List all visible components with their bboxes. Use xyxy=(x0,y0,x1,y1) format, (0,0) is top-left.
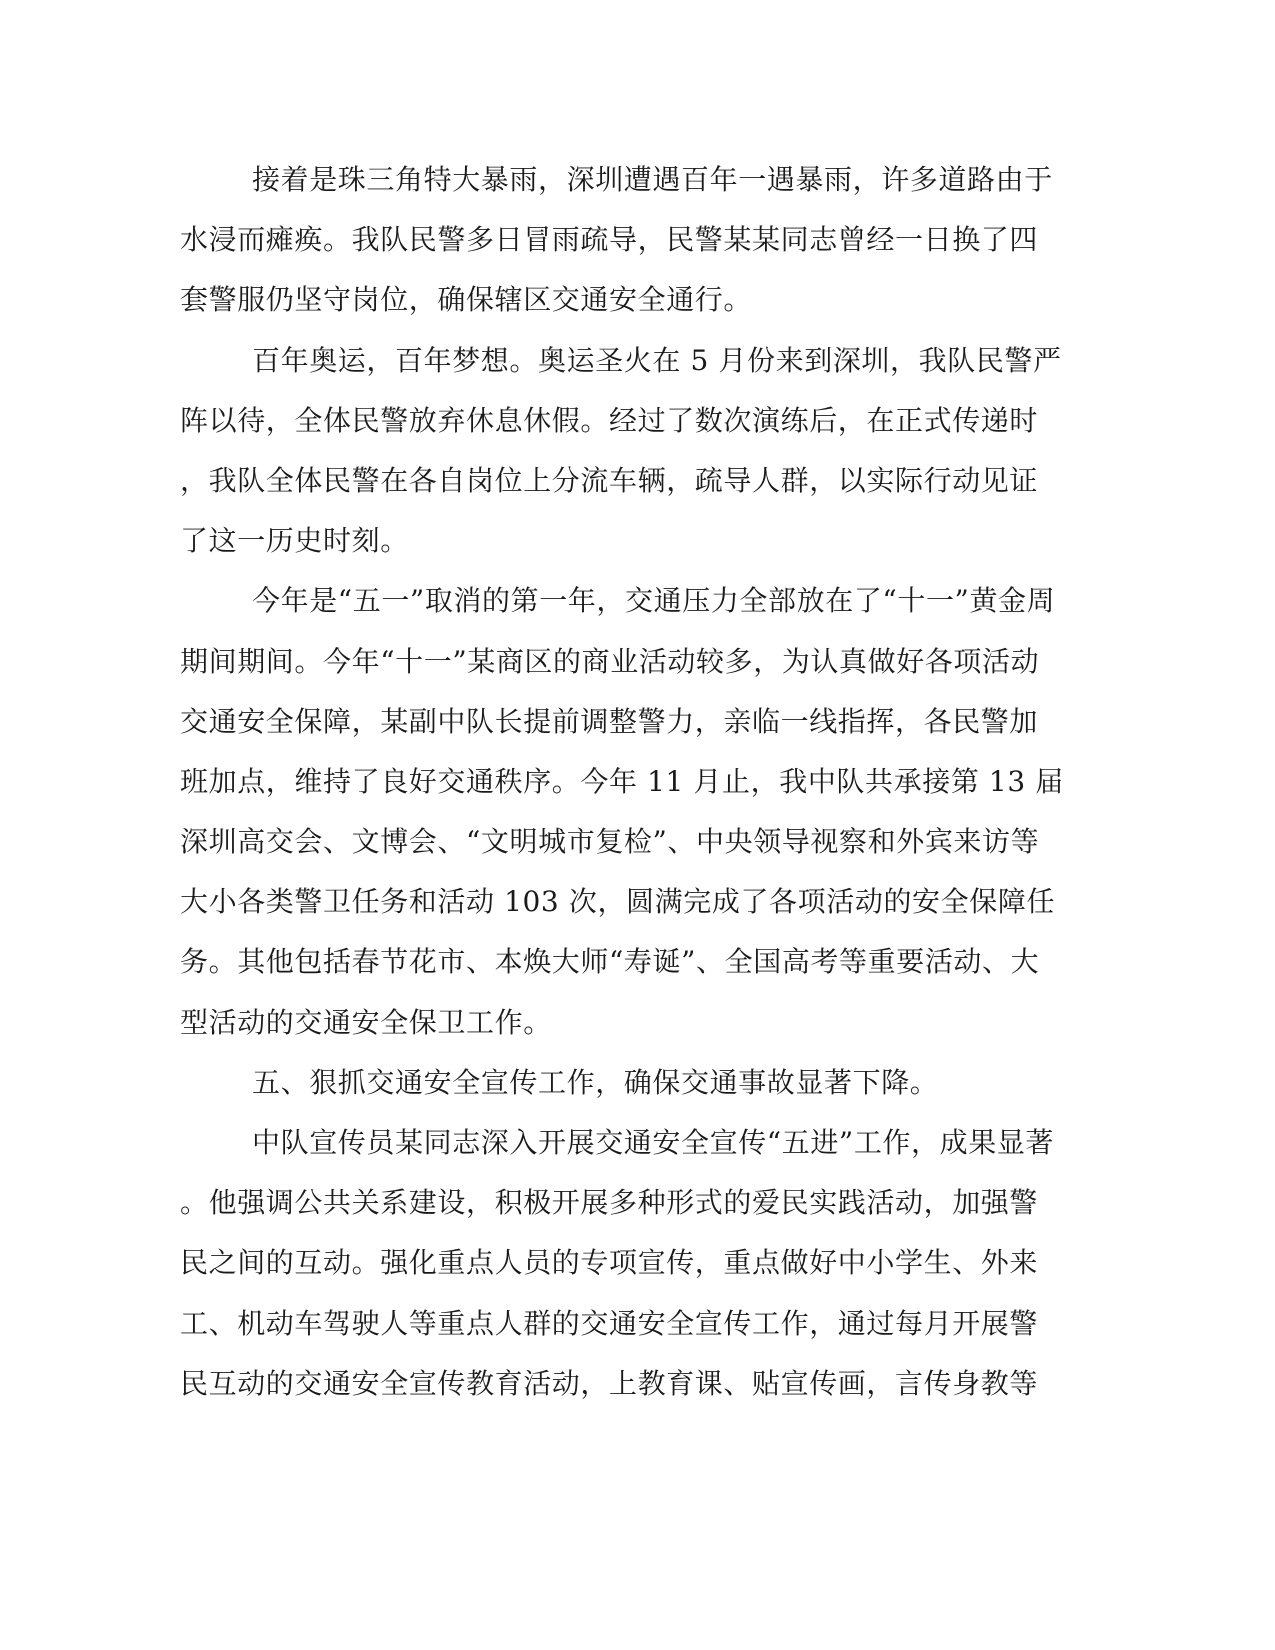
text-line: 班加点，维持了良好交通秩序。今年 11 月止，我中队共承接第 13 届 xyxy=(180,764,1064,798)
text-line: 大小各类警卫任务和活动 103 次，圆满完成了各项活动的安全保障任 xyxy=(180,885,1056,919)
text-line: 交通安全保障，某副中队长提前调整警力，亲临一线指挥，各民警加 xyxy=(180,704,1039,738)
section-heading: 五、狠抓交通安全宣传工作，确保交通事故显著下降。 xyxy=(252,1065,939,1099)
text-line: 套警服仍坚守岗位，确保辖区交通安全通行。 xyxy=(180,283,753,317)
text-line: ，我队全体民警在各自岗位上分流车辆，疏导人群，以实际行动见证 xyxy=(180,463,1039,497)
text-line: 今年是“五一”取消的第一年，交通压力全部放在了“十一”黄金周 xyxy=(252,584,1056,618)
text-line: 民之间的互动。强化重点人员的专项宣传，重点做好中小学生、外来 xyxy=(180,1246,1039,1280)
text-line: 深圳高交会、文博会、“文明城市复检”、中央领导视察和外宾来访等 xyxy=(180,825,1040,859)
document-page xyxy=(180,150,1064,1414)
text-line: 。他强调公共关系建设，积极开展多种形式的爱民实践活动，加强警 xyxy=(180,1186,1039,1220)
text-line: 了这一历史时刻。 xyxy=(180,524,409,558)
text-line: 阵以待，全体民警放弃休息休假。经过了数次演练后，在正式传递时 xyxy=(180,403,1039,437)
text-line: 型活动的交通安全保卫工作。 xyxy=(180,1005,552,1039)
text-line: 务。其他包括春节花市、本焕大师“寿诞”、全国高考等重要活动、大 xyxy=(180,945,1040,979)
text-line: 百年奥运，百年梦想。奥运圣火在 5 月份来到深圳，我队民警严 xyxy=(252,343,1062,377)
text-line: 水浸而瘫痪。我队民警多日冒雨疏导，民警某某同志曾经一日换了四 xyxy=(180,223,1039,257)
text-line: 中队宣传员某同志深入开展交通安全宣传“五进”工作，成果显著 xyxy=(252,1126,1055,1159)
text-line: 接着是珠三角特大暴雨，深圳遭遇百年一遇暴雨，许多道路由于 xyxy=(252,163,1053,196)
text-line: 期间期间。今年“十一”某商区的商业活动较多，为认真做好各项活动 xyxy=(180,644,1040,678)
text-line: 工、机动车驾驶人等重点人群的交通安全宣传工作，通过每月开展警 xyxy=(180,1306,1039,1340)
text-line: 民互动的交通安全宣传教育活动，上教育课、贴宣传画，言传身教等 xyxy=(180,1366,1039,1400)
